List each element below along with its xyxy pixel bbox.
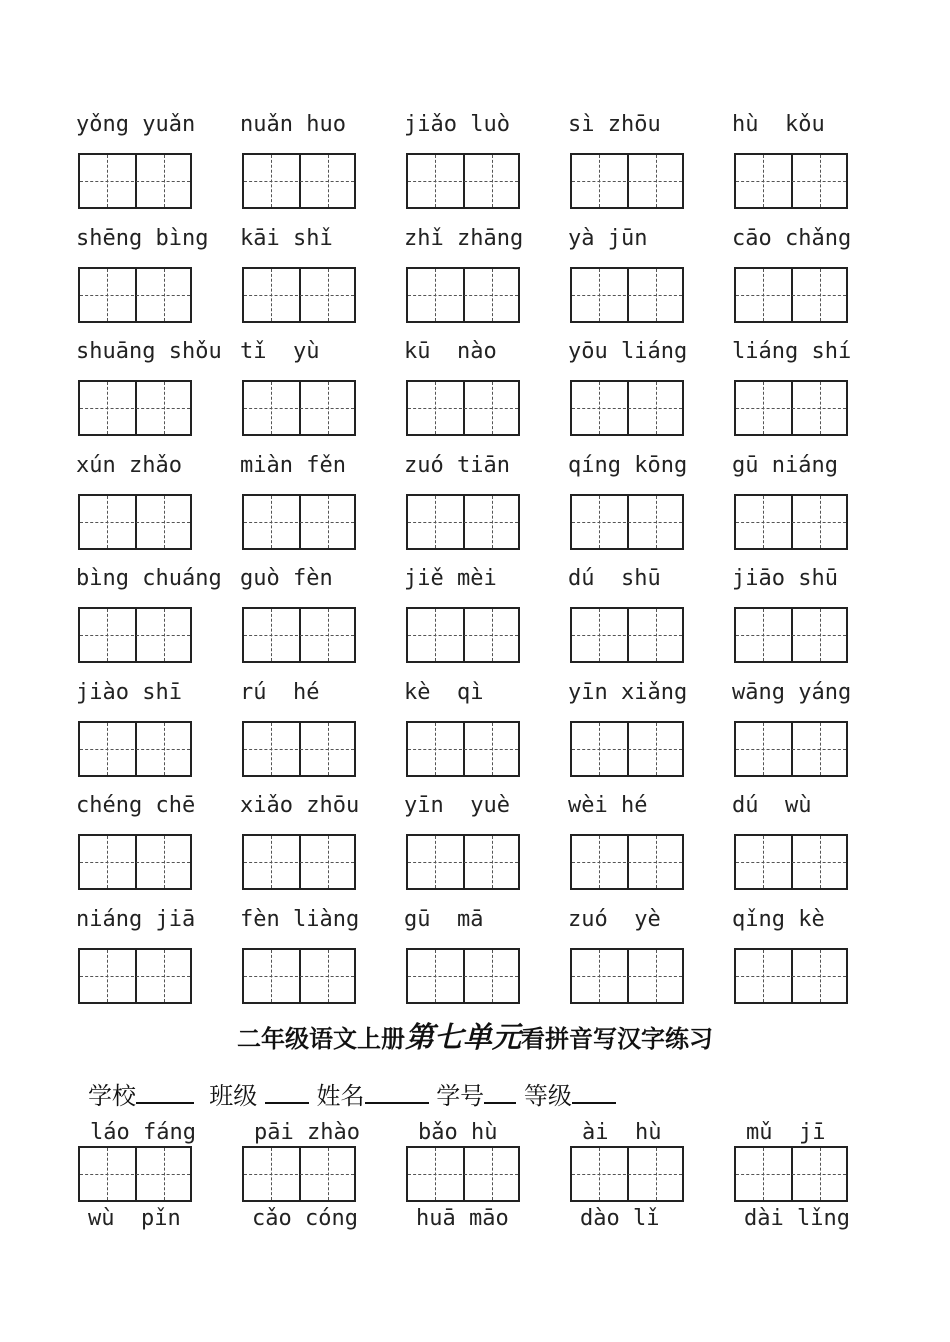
tianzige-box[interactable] bbox=[570, 153, 684, 209]
pinyin-label: cāo chǎng bbox=[732, 225, 852, 251]
pinyin-label: láo fáng bbox=[90, 1120, 196, 1145]
pinyin-label: cǎo cóng bbox=[252, 1206, 358, 1231]
pinyin-label: bìng chuáng bbox=[76, 566, 222, 591]
title-unit: 第七单元 bbox=[404, 1020, 521, 1054]
tianzige-box[interactable] bbox=[570, 267, 684, 323]
tianzige-box[interactable] bbox=[78, 948, 192, 1004]
number-label: 学号 bbox=[436, 1082, 485, 1110]
tianzige-box[interactable] bbox=[406, 948, 520, 1004]
pinyin-label: tǐ yù bbox=[240, 339, 320, 364]
tianzige-box[interactable] bbox=[78, 721, 192, 777]
tianzige-box[interactable] bbox=[406, 721, 520, 777]
tianzige-box[interactable] bbox=[570, 721, 684, 777]
tianzige-box[interactable] bbox=[734, 1146, 848, 1202]
tianzige-box[interactable] bbox=[406, 267, 520, 323]
pinyin-label: yīn yuè bbox=[404, 793, 510, 818]
pinyin-label: niáng jiā bbox=[76, 906, 196, 932]
pinyin-label: nuǎn huo bbox=[240, 112, 346, 137]
tianzige-box[interactable] bbox=[242, 948, 356, 1004]
title-prefix: 二年级语文上册 bbox=[236, 1025, 405, 1053]
grade-label: 等级 bbox=[523, 1082, 572, 1110]
tianzige-box[interactable] bbox=[734, 607, 848, 663]
tianzige-box[interactable] bbox=[570, 948, 684, 1004]
name-blank[interactable] bbox=[365, 1080, 429, 1104]
pinyin-label: zhǐ zhāng bbox=[404, 225, 524, 251]
tianzige-box[interactable] bbox=[242, 1146, 356, 1202]
student-info bbox=[88, 1076, 616, 1111]
tianzige-box[interactable] bbox=[734, 494, 848, 550]
pinyin-label: xún zhǎo bbox=[76, 452, 182, 478]
tianzige-box[interactable] bbox=[78, 380, 192, 436]
pinyin-label: dào lǐ bbox=[580, 1206, 660, 1231]
title-suffix: 看拼音写汉字练习 bbox=[521, 1025, 713, 1053]
tianzige-box[interactable] bbox=[78, 834, 192, 890]
pinyin-label: kū nào bbox=[404, 339, 497, 364]
pinyin-label: miàn fěn bbox=[240, 452, 346, 478]
school-blank[interactable] bbox=[136, 1080, 194, 1104]
pinyin-label: yà jūn bbox=[568, 225, 648, 251]
pinyin-label: huā māo bbox=[416, 1206, 509, 1231]
pinyin-label: yǒng yuǎn bbox=[76, 112, 196, 137]
tianzige-box[interactable] bbox=[406, 834, 520, 890]
pinyin-label: qíng kōng bbox=[568, 452, 688, 478]
pinyin-label: dài lǐng bbox=[744, 1206, 850, 1231]
worksheet-title bbox=[0, 1015, 950, 1056]
tianzige-box[interactable] bbox=[734, 834, 848, 890]
pinyin-label: sì zhōu bbox=[568, 112, 661, 137]
pinyin-label: hù kǒu bbox=[732, 112, 825, 137]
tianzige-box[interactable] bbox=[406, 607, 520, 663]
class-label: 班级 bbox=[209, 1082, 258, 1110]
tianzige-box[interactable] bbox=[570, 494, 684, 550]
tianzige-box[interactable] bbox=[78, 267, 192, 323]
tianzige-box[interactable] bbox=[78, 153, 192, 209]
pinyin-label: gū mā bbox=[404, 906, 484, 932]
tianzige-box[interactable] bbox=[242, 721, 356, 777]
pinyin-label: yīn xiǎng bbox=[568, 679, 688, 705]
tianzige-box[interactable] bbox=[406, 380, 520, 436]
pinyin-label: xiǎo zhōu bbox=[240, 793, 360, 818]
tianzige-box[interactable] bbox=[78, 494, 192, 550]
pinyin-label: yōu liáng bbox=[568, 339, 688, 364]
pinyin-label: jiào shī bbox=[76, 679, 182, 705]
pinyin-label: zuó yè bbox=[568, 906, 661, 932]
name-label: 姓名 bbox=[316, 1082, 365, 1110]
tianzige-box[interactable] bbox=[242, 834, 356, 890]
tianzige-box[interactable] bbox=[242, 494, 356, 550]
pinyin-label: gū niáng bbox=[732, 452, 838, 478]
grade-blank[interactable] bbox=[572, 1080, 616, 1104]
tianzige-box[interactable] bbox=[406, 494, 520, 550]
pinyin-label: shēng bìng bbox=[76, 225, 209, 251]
pinyin-label: guò fèn bbox=[240, 566, 333, 591]
pinyin-label: kāi shǐ bbox=[240, 225, 333, 251]
tianzige-box[interactable] bbox=[570, 834, 684, 890]
tianzige-box[interactable] bbox=[734, 153, 848, 209]
tianzige-box[interactable] bbox=[734, 948, 848, 1004]
pinyin-label: kè qì bbox=[404, 679, 484, 705]
tianzige-box[interactable] bbox=[78, 607, 192, 663]
tianzige-box[interactable] bbox=[570, 1146, 684, 1202]
pinyin-label: jiǎo luò bbox=[404, 112, 510, 137]
tianzige-box[interactable] bbox=[570, 607, 684, 663]
pinyin-label: zuó tiān bbox=[404, 452, 510, 478]
school-label: 学校 bbox=[88, 1082, 136, 1110]
pinyin-label: wāng yáng bbox=[732, 679, 852, 705]
pinyin-label: dú shū bbox=[568, 566, 661, 591]
pinyin-label: chéng chē bbox=[76, 793, 196, 818]
pinyin-label: jiě mèi bbox=[404, 566, 497, 591]
class-blank[interactable] bbox=[265, 1080, 309, 1104]
tianzige-box[interactable] bbox=[406, 1146, 520, 1202]
pinyin-label: rú hé bbox=[240, 679, 320, 705]
pinyin-label: fèn liàng bbox=[240, 906, 360, 932]
pinyin-label: shuāng shǒu bbox=[76, 339, 222, 364]
tianzige-box[interactable] bbox=[242, 380, 356, 436]
tianzige-box[interactable] bbox=[570, 380, 684, 436]
tianzige-box[interactable] bbox=[242, 267, 356, 323]
tianzige-box[interactable] bbox=[734, 380, 848, 436]
tianzige-box[interactable] bbox=[242, 153, 356, 209]
pinyin-label: ài hù bbox=[582, 1120, 662, 1145]
tianzige-box[interactable] bbox=[406, 153, 520, 209]
tianzige-box[interactable] bbox=[734, 721, 848, 777]
pinyin-label: dú wù bbox=[732, 793, 812, 818]
number-blank[interactable] bbox=[484, 1080, 516, 1104]
pinyin-label: liáng shí bbox=[732, 339, 852, 364]
pinyin-label: mǔ jī bbox=[746, 1120, 826, 1145]
tianzige-box[interactable] bbox=[734, 267, 848, 323]
pinyin-label: wù pǐn bbox=[88, 1206, 181, 1231]
pinyin-label: bǎo hù bbox=[418, 1120, 498, 1145]
pinyin-label: pāi zhào bbox=[254, 1120, 360, 1145]
tianzige-box[interactable] bbox=[78, 1146, 192, 1202]
pinyin-label: jiāo shū bbox=[732, 566, 838, 591]
tianzige-box[interactable] bbox=[242, 607, 356, 663]
pinyin-label: qǐng kè bbox=[732, 906, 825, 932]
pinyin-label: wèi hé bbox=[568, 793, 648, 818]
